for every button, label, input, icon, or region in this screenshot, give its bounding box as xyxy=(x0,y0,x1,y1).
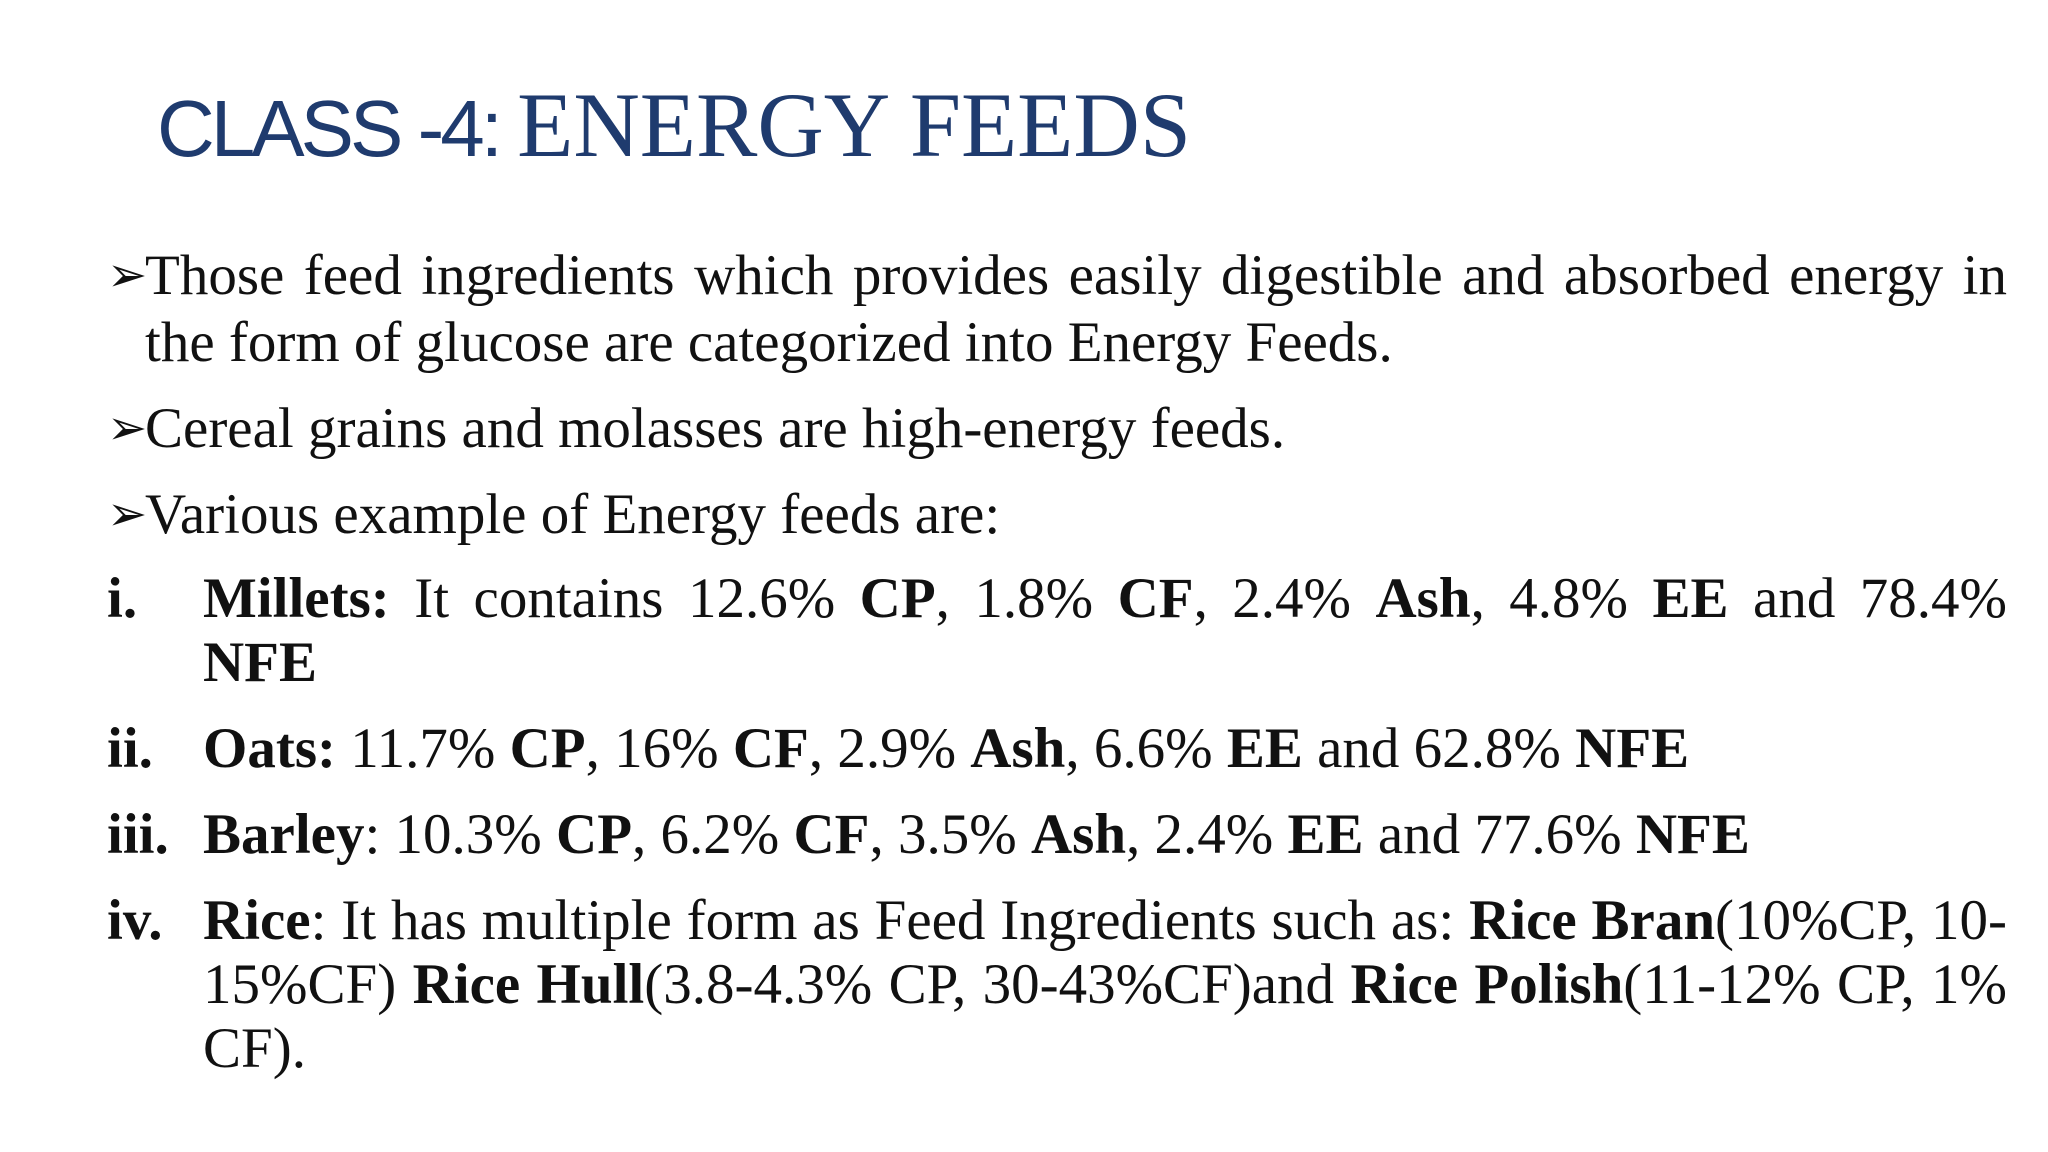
bullet-examples-intro xyxy=(107,481,2007,548)
bullet-text: Various example of Energy feeds are: xyxy=(145,483,1001,546)
bold-term: CP xyxy=(859,567,936,630)
text-run: , 6.6% xyxy=(1065,717,1227,780)
list-item-rice xyxy=(107,889,2007,1081)
bold-term: EE xyxy=(1287,803,1364,866)
text-run: (10%CP, 10-15%CF) xyxy=(203,889,2007,1016)
text-run: , 1.8% xyxy=(935,567,1118,630)
bold-term: NFE xyxy=(1635,803,1750,866)
text-run: : It has multiple form as Feed Ingredients such as: xyxy=(310,889,1470,952)
text-run: (11-12% CP, 1% CF). xyxy=(203,953,2008,1080)
list-numeral: iv. xyxy=(107,889,163,952)
list-item-text xyxy=(203,889,2007,1080)
text-run: , 2.4% xyxy=(1126,803,1288,866)
text-run: , 16% xyxy=(585,717,733,780)
bold-term: Barley xyxy=(203,803,365,866)
list-item-text xyxy=(203,567,2007,694)
bold-term: NFE xyxy=(1575,717,1690,780)
list-item-text xyxy=(203,717,1689,780)
text-run: , 6.2% xyxy=(632,803,794,866)
bullet-text: Those feed ingredients which provides easily digestible and absorbed energy in the form of glucose are categorized into Energy Feeds. xyxy=(145,244,2007,374)
list-item-text xyxy=(203,803,1750,866)
text-run: and 77.6% xyxy=(1363,803,1636,866)
list-numeral: ii. xyxy=(107,717,153,780)
text-run: , 4.8% xyxy=(1470,567,1653,630)
bold-term: Rice xyxy=(203,889,311,952)
bold-term: CF xyxy=(732,717,809,780)
slide-title xyxy=(157,70,1191,180)
bold-term: NFE xyxy=(203,631,317,694)
text-run: : 10.3% xyxy=(364,803,557,866)
text-run: , 3.5% xyxy=(869,803,1031,866)
bold-term: Oats: xyxy=(203,717,336,780)
bold-term: CF xyxy=(1117,567,1194,630)
list-item-barley xyxy=(107,803,2007,867)
bullet-text: Cereal grains and molasses are high-energy feeds. xyxy=(145,397,1286,460)
bold-term: Rice Bran xyxy=(1469,889,1716,952)
bullet-cereal-grains xyxy=(107,395,2007,462)
text-run: and 78.4% xyxy=(1728,567,2008,630)
list-item-oats xyxy=(107,717,2007,781)
arrow-bullet-icon: ➢ xyxy=(107,488,148,541)
list-item-millets xyxy=(107,567,2007,695)
text-run: 11.7% xyxy=(335,717,510,780)
arrow-bullet-icon: ➢ xyxy=(107,249,148,302)
bold-term: Rice Polish xyxy=(1350,953,1624,1016)
text-run: It contains 12.6% xyxy=(389,567,860,630)
bold-term: Ash xyxy=(1030,803,1127,866)
bold-term: Ash xyxy=(970,717,1066,780)
slide-body xyxy=(107,242,2007,1103)
bullet-energy-feeds-definition xyxy=(107,242,2007,376)
list-numeral: iii. xyxy=(107,803,169,866)
title-main: ENERGY FEEDS xyxy=(517,74,1191,176)
text-run: , 2.4% xyxy=(1193,567,1376,630)
bold-term: Millets: xyxy=(203,567,390,630)
title-prefix: CLASS -4: xyxy=(157,84,518,173)
bold-term: CP xyxy=(556,803,633,866)
bold-term: Ash xyxy=(1375,567,1471,630)
text-run: (3.8-4.3% CP, 30-43%CF)and xyxy=(644,953,1351,1016)
list-numeral: i. xyxy=(107,567,138,630)
bold-term: CF xyxy=(793,803,870,866)
bold-term: EE xyxy=(1226,717,1303,780)
text-run: , 2.9% xyxy=(808,717,971,780)
arrow-bullet-icon: ➢ xyxy=(107,402,148,455)
bold-term: CP xyxy=(509,717,586,780)
bold-term: Rice Hull xyxy=(412,953,645,1016)
text-run: and 62.8% xyxy=(1302,717,1576,780)
bold-term: EE xyxy=(1652,567,1729,630)
